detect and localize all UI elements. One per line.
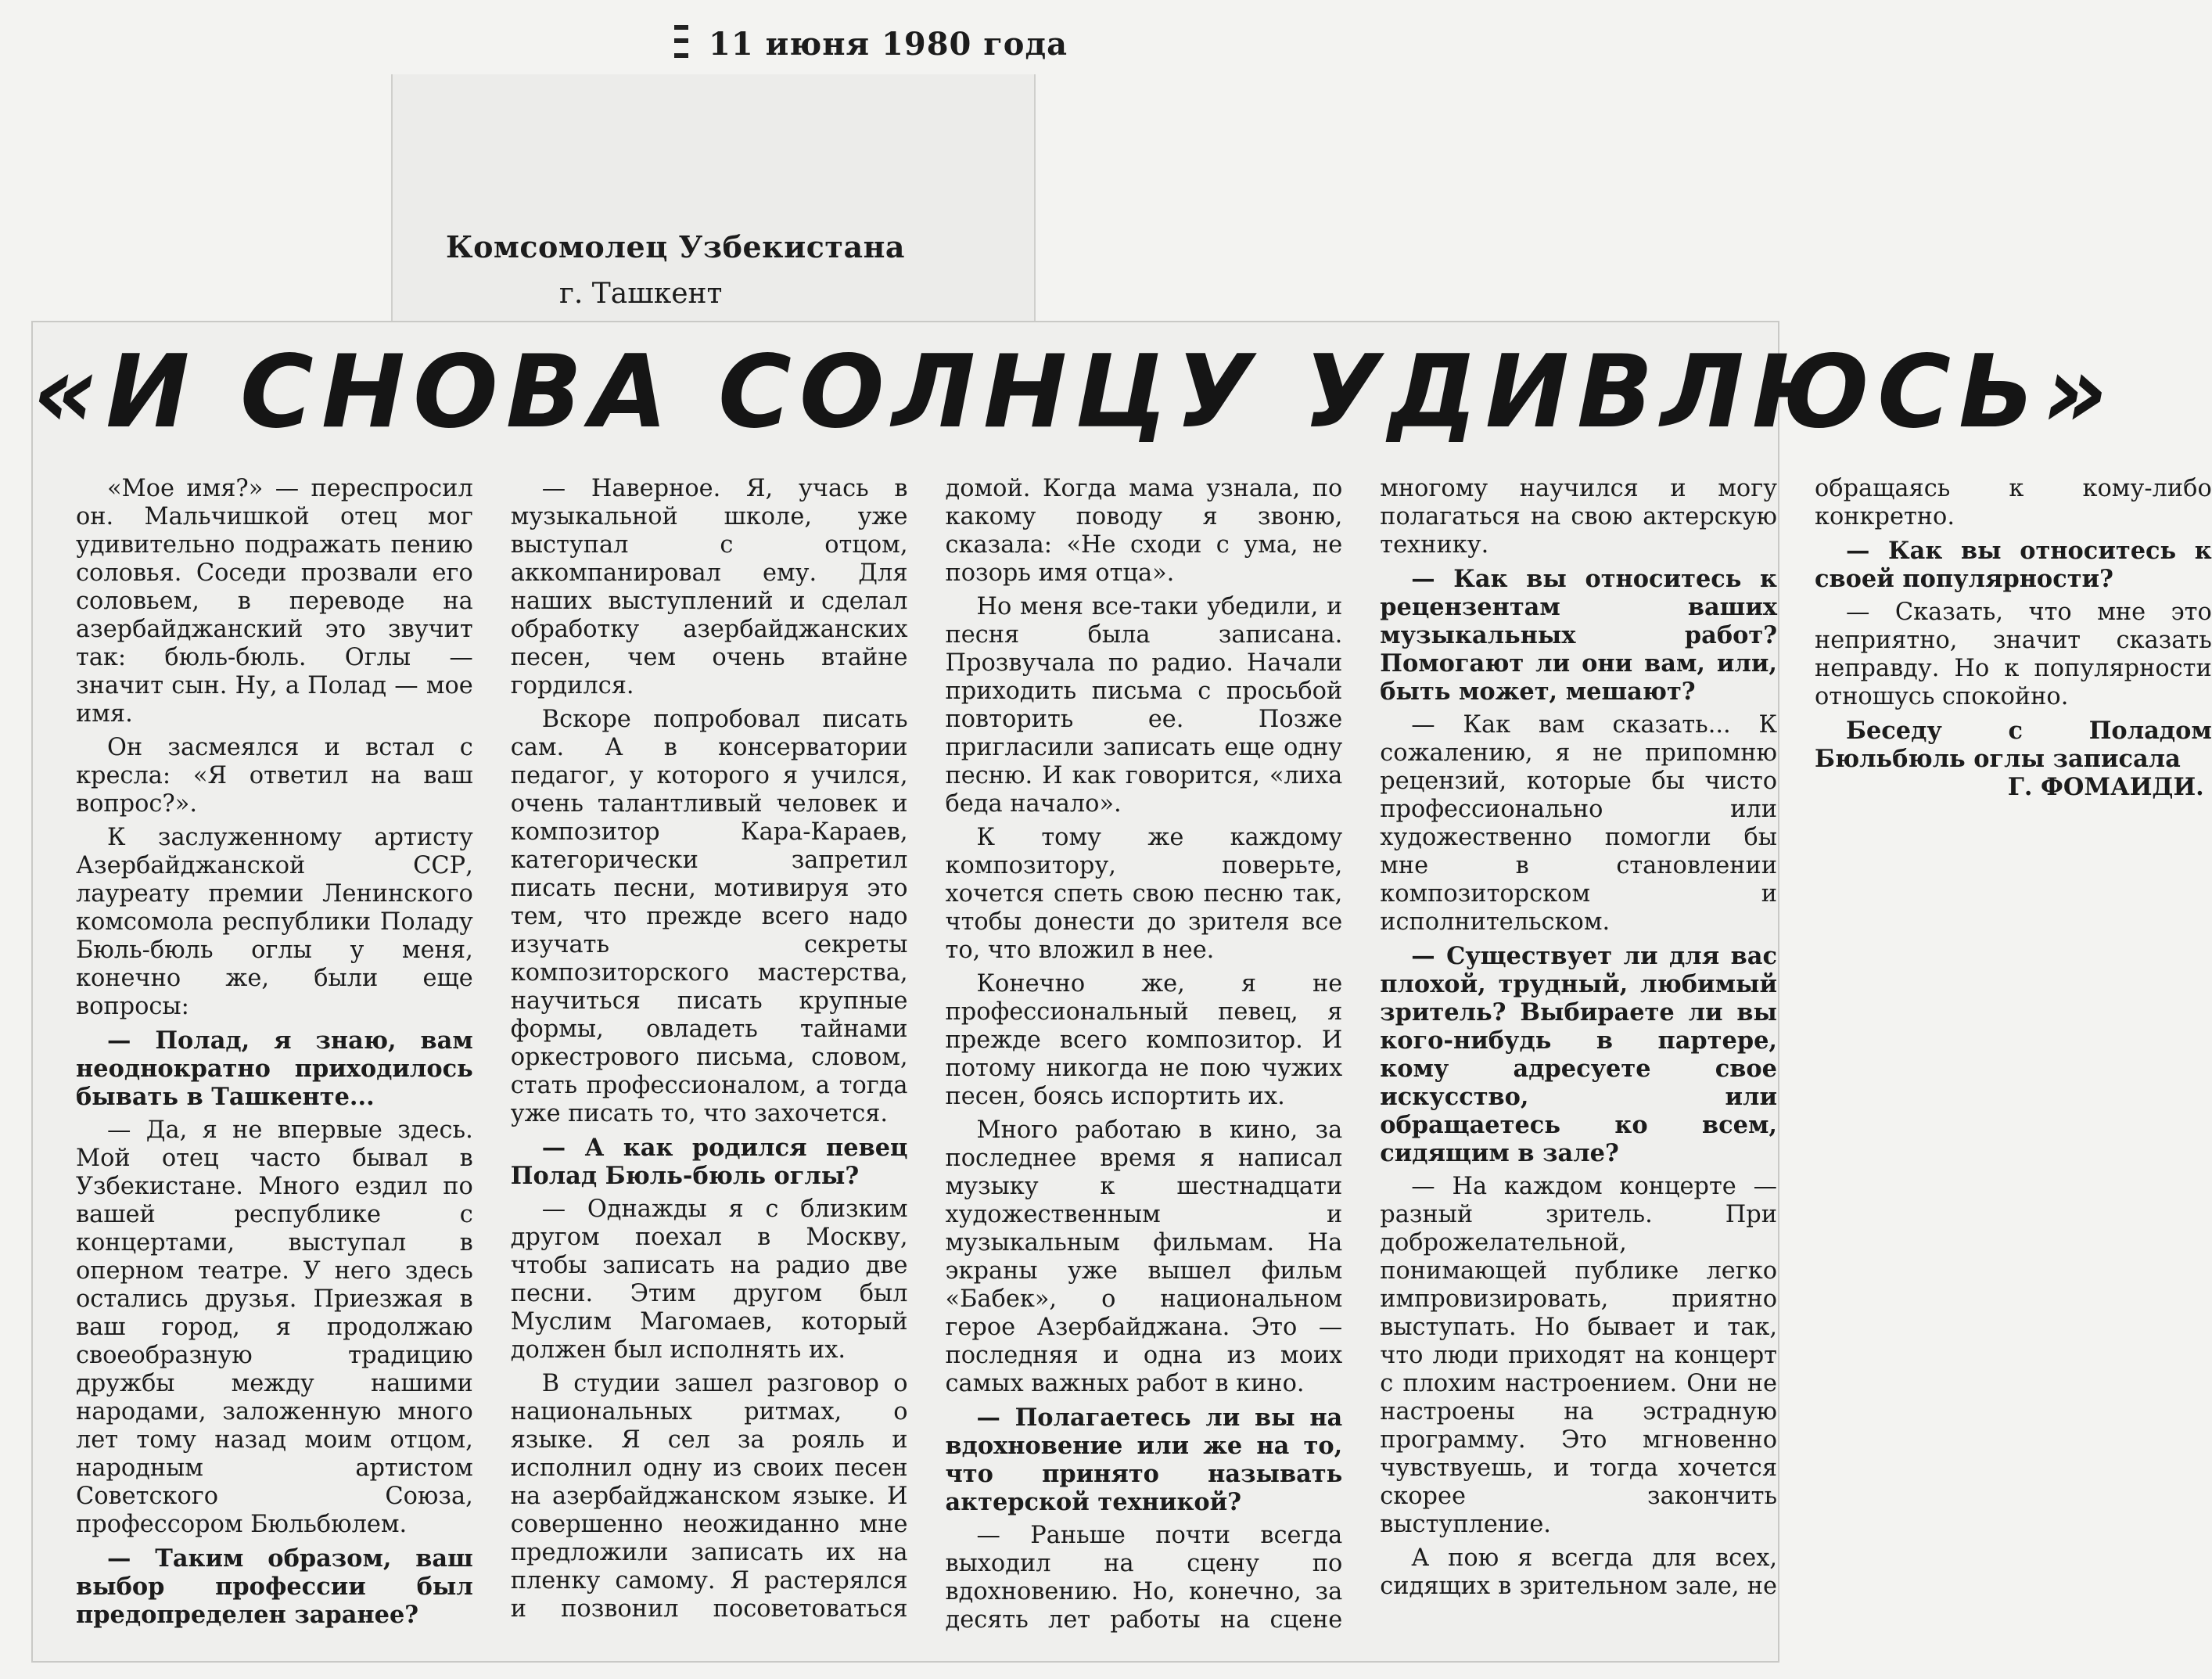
newspaper-city: г. Ташкент: [559, 278, 723, 310]
article-paragraph: — Да, я не впервые здесь. Мой отец часто бывал в Узбекистане. Много ездил по вашей республике с концертами, выступал в оперном театре. У него здесь остались друзья. Приезжая в ваш город, я продолжаю своеобразную традицию дружбы между нашими народами, заложенную много лет тому назад моим отцом, народным артистом Советского Союза, профессором Бюльбюлем.: [76, 1116, 473, 1538]
newspaper-clipping: [31, 321, 2212, 1663]
article-paragraph: Но меня все-таки убедили, и песня была записана. Прозвучала по радио. Начали приходить письма с просьбой повторить ее. Позже пригласили записать еще одну песню. И как говорится, «лиха беда начало».: [945, 593, 1343, 818]
article-paragraph: Вскоре попробовал писать сам. А в консерватории педагог, у которого я учился, очень талантливый человек и композитор Кара-Караев, категорически запретил писать песни, мотивируя это тем, что прежде всего надо изучать секреты композиторского мастерства, научиться писать крупные формы, овладеть тайнами оркестрового письма, словом, стать профессионалом, а тогда уже писать то, что захочется.: [510, 706, 908, 1127]
article-paragraph: — На каждом концерте — разный зритель. При доброжелательной, понимающей публике легко импровизировать, приятно выступать. Но бывает и так, что люди приходят на концерт с плохим настроением. Они не настроены на эстрадную программу. Это мгновенно чувствуешь, и тогда хочется скорее закончить выступление.: [1380, 1173, 1777, 1538]
interview-question: — Как вы относитесь к своей популярности?: [1815, 537, 2212, 593]
article-paragraph: К тому же каждому композитору, поверьте, хочется спеть свою песню так, чтобы донести до зрителя все то, что вложил в нее.: [945, 824, 1343, 964]
interview-question: — Существует ли для вас плохой, трудный, любимый зритель? Выбираете ли вы кого-нибудь в партере, кому адресуете свое искусство, или обращаетесь ко всем, сидящим в зале?: [1380, 942, 1777, 1167]
article-paragraph: А пою я всегда для всех, сидящих в зрительном зале, не обращаясь к кому-либо конкретно.: [1380, 475, 2212, 1600]
article-paragraph: — Раньше почти всегда выходил на сцену по вдохновению. Но, конечно, за десять лет работы на сцене многому научился и могу полагаться на свою актерскую технику.: [945, 475, 1777, 1634]
publication-date-text: 11 июня 1980 года: [709, 26, 1068, 63]
article-paragraph: «Мое имя?» — переспросил он. Мальчишкой отец мог удивительно подражать пению соловья. Соседи прозвали его соловьем, в переводе на азербайджанский это звучит так: бюль-бюль. Оглы — значит сын. Ну, а Полад — мое имя.: [76, 475, 473, 728]
article-paragraph: В студии зашел разговор о национальных ритмах, о языке. Я сел за рояль и исполнил одну из своих песен на азербайджанском языке. И совершенно неожиданно мне предложили записать их на пленку самому. Я растерялся и позвонил посоветоваться домой. Когда мама узнала, по какому поводу я звоню, сказала: «Не сходи с ума, не позорь имя отца».: [510, 475, 1343, 1623]
newspaper-name: Комсомолец Узбекистана: [446, 229, 906, 264]
article-credit: [1815, 717, 2212, 801]
article-paragraph: Много работаю в кино, за последнее время я написал музыку к шестнадцати художественным и музыкальным фильмам. На экраны уже вышел фильм «Бабек», о национальном герое Азербайджана. Это — последняя и одна из моих самых важных работ в кино.: [945, 1116, 1343, 1397]
interview-question: — Полагаетесь ли вы на вдохновение или же на то, что принято называть актерской техникой?: [945, 1404, 1343, 1516]
article-paragraph: Он засмеялся и встал с кресла: «Я ответил на ваш вопрос?».: [76, 734, 473, 818]
interview-question: — Полад, я знаю, вам неоднократно приходилось бывать в Ташкенте...: [76, 1026, 473, 1111]
article-paragraph: — Наверное. Я, учась в музыкальной школе, уже выступал с отцом, аккомпанировал ему. Для наших выступлений и сделал обработку азербайджанских песен, чем очень втайне гордился.: [510, 475, 908, 699]
article-paragraph: Конечно же, я не профессиональный певец, я прежде всего композитор. И потому никогда не пою чужих песен, боясь испортить их.: [945, 970, 1343, 1110]
publication-date: [674, 25, 1068, 63]
article-credit-text: Беседу с Поладом Бюльбюль оглы записала: [1815, 717, 2212, 773]
article-paragraph: — Как вам сказать... К сожалению, я не припомню рецензий, которые бы чисто профессионально или художественно помогли бы мне в становлении композиторском и исполнительском.: [1380, 711, 1777, 936]
article-paragraph: — Сказать, что мне это неприятно, значит сказать неправду. Но к популярности отношусь спокойно.: [1815, 599, 2212, 710]
interview-question: — Таким образом, ваш выбор профессии был предопределен заранее?: [76, 1544, 473, 1629]
interview-question: — Как вы относитесь к рецензентам ваших музыкальных работ? Помогают ли они вам, или, быть может, мешают?: [1380, 565, 1777, 706]
article-paragraph: К заслуженному артисту Азербайджанской ССР, лауреату премии Ленинского комсомола республики Поладу Бюль-бюль оглы у меня, конечно же, были еще вопросы:: [76, 824, 473, 1020]
article-author: Г. ФОМАИДИ.: [2007, 773, 2204, 801]
article-paragraph: — Однажды я с близким другом поехал в Москву, чтобы записать на радио две песни. Этим другом был Муслим Магомаев, который должен был исполнять их.: [510, 1195, 908, 1364]
article-headline: «И СНОВА СОЛНЦУ УДИВЛЮСЬ»: [33, 334, 2116, 451]
stamp-mark-icon: [674, 25, 688, 58]
article-body: [76, 475, 2212, 1648]
interview-question: — А как родился певец Полад Бюль-бюль оглы?: [510, 1134, 908, 1190]
